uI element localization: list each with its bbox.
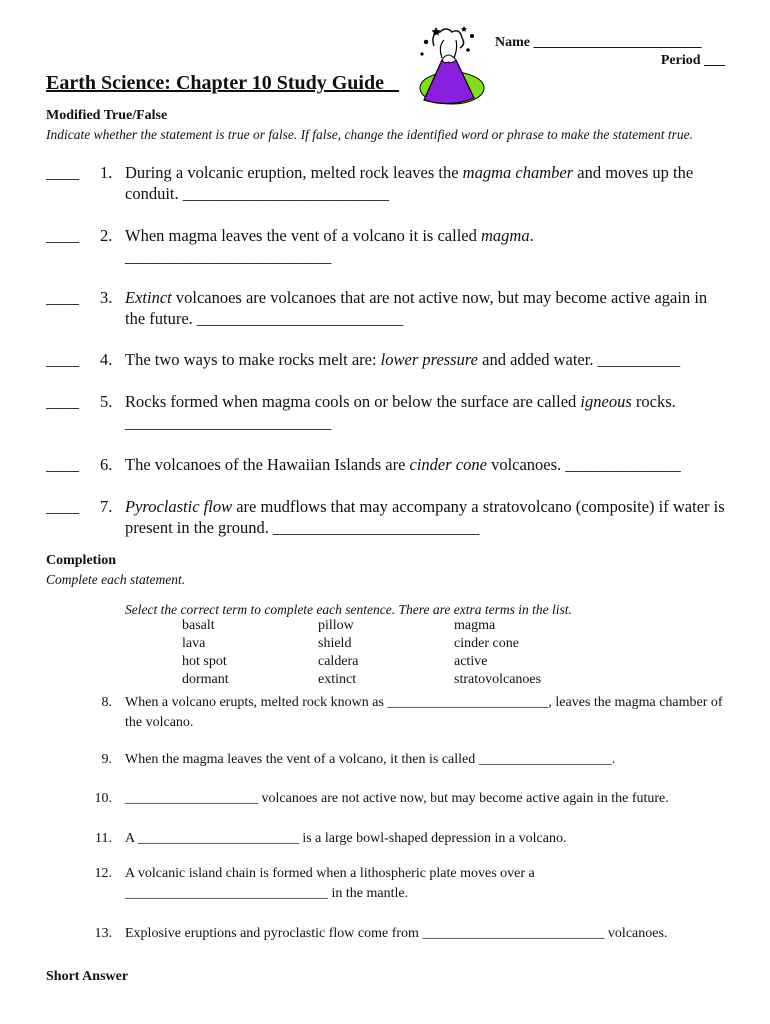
answer-blank: ____ (46, 455, 79, 474)
question-text-end: rocks. _________________________ (125, 392, 676, 432)
true-false-question (46, 288, 736, 332)
word-bank-term: cinder cone (454, 636, 519, 651)
question-text-start: During a volcanic eruption, melted rock leaves the (125, 163, 463, 182)
completion-question (46, 924, 736, 964)
identified-term: igneous (580, 392, 632, 411)
completion-question (46, 693, 736, 733)
word-bank-term: stratovolcanoes (454, 672, 542, 687)
word-bank-term: lava (182, 636, 206, 651)
question-text (125, 455, 725, 476)
question-text (125, 497, 725, 538)
question-text-end: are mudflows that may accompany a stratovolcano (composite) if water is present in the ground. _________________________ (125, 497, 725, 537)
word-bank-term: magma (454, 618, 496, 633)
question-number: 5. (100, 392, 113, 411)
word-bank-column (454, 617, 584, 689)
word-bank-term: shield (318, 636, 352, 651)
question-text-end: and added water. __________ (478, 350, 681, 369)
true-false-question (46, 226, 736, 270)
question-text: When a volcano erupts, melted rock known as _______________________, leaves the magma chamber of the volcano. (125, 695, 723, 730)
true-false-question (46, 455, 736, 499)
completion-question (46, 789, 736, 829)
question-text-start: When magma leaves the vent of a volcano it is called (125, 226, 481, 245)
question-text: A volcanic island chain is formed when a lithospheric plate moves over a _____________________________ in the mantle. (125, 866, 535, 901)
answer-blank: ____ (46, 497, 79, 516)
word-bank-column (318, 617, 448, 689)
question-text-end: volcanoes are volcanoes that are not active now, but may become active again in the future. _________________________ (125, 288, 708, 328)
word-bank-instructions: Select the correct term to complete each sentence. There are extra terms in the list. (125, 602, 572, 617)
question-text (125, 163, 725, 204)
question-text: A _______________________ is a large bowl-shaped depression in a volcano. (125, 831, 567, 846)
question-text-end: . _________________________ (125, 226, 534, 266)
question-number: 7. (100, 497, 113, 516)
name-field-label: Name ________________________ (495, 35, 702, 50)
answer-blank: ____ (46, 350, 79, 369)
word-bank-term: hot spot (182, 654, 227, 669)
question-number: 3. (100, 288, 113, 307)
question-number: 9. (101, 752, 112, 767)
answer-blank: ____ (46, 392, 79, 411)
question-text: Explosive eruptions and pyroclastic flow come from __________________________ volcanoes. (125, 926, 668, 941)
word-bank-term: extinct (318, 672, 357, 687)
true-false-question (46, 497, 736, 541)
section-heading-true-false: Modified True/False (46, 108, 168, 123)
question-text-start: The volcanoes of the Hawaiian Islands are (125, 455, 410, 474)
true-false-question (46, 163, 736, 207)
word-bank-term: basalt (182, 618, 215, 633)
word-bank-term: pillow (318, 618, 354, 633)
answer-blank: ____ (46, 226, 79, 245)
question-number: 6. (100, 455, 113, 474)
question-text-end: and moves up the conduit. _________________________ (125, 163, 694, 203)
identified-term: magma (481, 226, 530, 245)
question-text (125, 350, 725, 371)
question-number: 2. (100, 226, 113, 245)
question-number: 10. (94, 791, 112, 806)
question-text: ___________________ volcanoes are not active now, but may become active again in the future. (125, 791, 669, 806)
question-number: 1. (100, 163, 113, 182)
word-bank-term: active (454, 654, 488, 669)
question-text-end: volcanoes. ______________ (486, 455, 681, 474)
true-false-question (46, 350, 736, 394)
section-heading-completion: Completion (46, 553, 116, 568)
question-text (125, 288, 725, 329)
question-text (125, 392, 725, 433)
identified-term: Pyroclastic flow (125, 497, 233, 516)
question-text-start: The two ways to make rocks melt are: (125, 350, 381, 369)
true-false-question (46, 392, 736, 436)
answer-blank: ____ (46, 163, 79, 182)
identified-term: cinder cone (409, 455, 487, 474)
question-text-start: Rocks formed when magma cools on or below the surface are called (125, 392, 581, 411)
word-bank-column (182, 617, 312, 689)
section-instructions-completion: Complete each statement. (46, 572, 186, 587)
question-text (125, 226, 725, 267)
question-number: 12. (94, 866, 112, 881)
question-number: 11. (95, 831, 112, 846)
identified-term: magma chamber (462, 163, 574, 182)
section-instructions-true-false: Indicate whether the statement is true or false. If false, change the identified word or phrase to make the statement true. (46, 127, 694, 142)
word-bank-term: dormant (182, 672, 229, 687)
section-heading-short-answer: Short Answer (46, 969, 129, 984)
question-text: When the magma leaves the vent of a volcano, it then is called ___________________. (125, 752, 616, 767)
identified-term: Extinct (125, 288, 172, 307)
completion-question (46, 750, 736, 790)
question-number: 8. (101, 695, 112, 710)
period-field-label: Period ___ (660, 53, 725, 68)
volcano-icon (412, 24, 486, 110)
completion-question (46, 829, 736, 869)
word-bank-term: caldera (318, 654, 359, 669)
page-title: Earth Science: Chapter 10 Study Guide _ (46, 72, 399, 94)
question-number: 4. (100, 350, 113, 369)
identified-term: lower pressure (380, 350, 478, 369)
question-number: 13. (94, 926, 112, 941)
completion-question (46, 864, 736, 904)
answer-blank: ____ (46, 288, 79, 307)
